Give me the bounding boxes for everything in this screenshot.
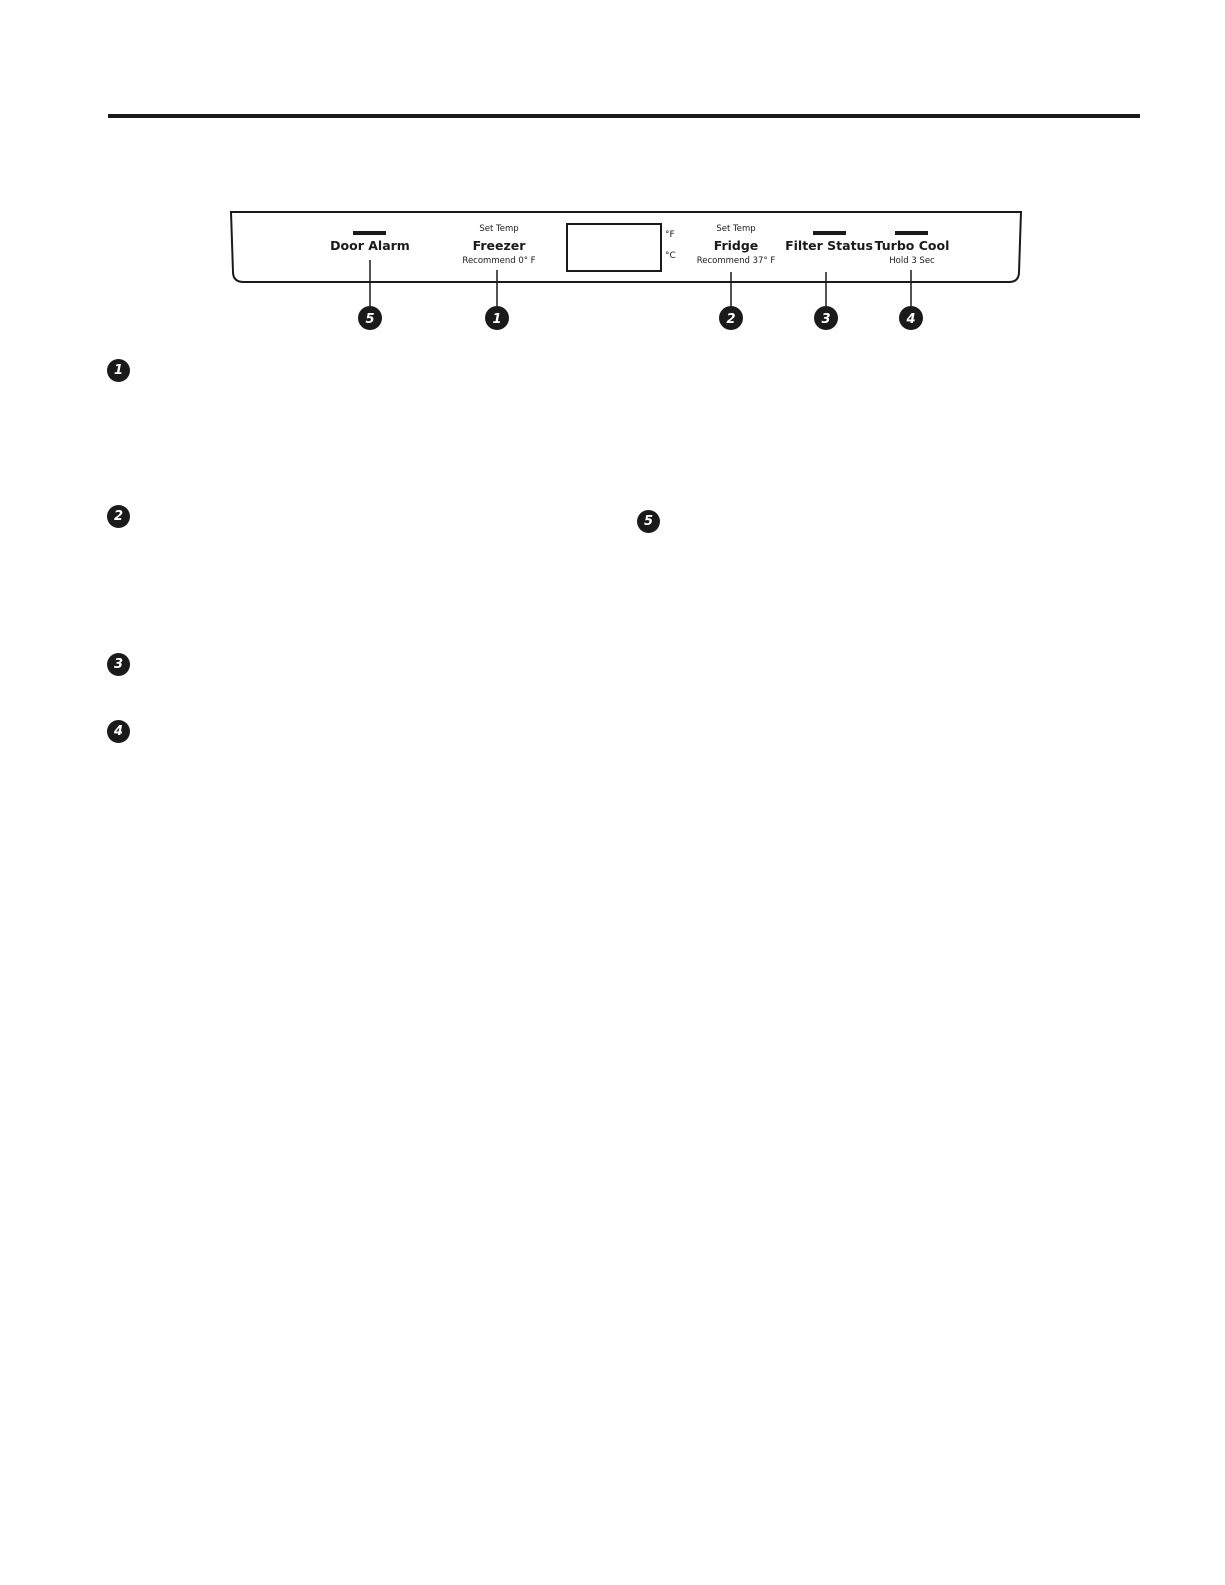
- freezer-set-temp-label: Set Temp: [479, 224, 519, 234]
- fridge-label: Fridge: [713, 238, 759, 253]
- svg-text:1: 1: [492, 312, 502, 327]
- section-badge-3: 3: [107, 653, 130, 676]
- celsius-label: °C: [665, 251, 676, 261]
- section-badge-4: 4: [107, 720, 130, 743]
- fridge-set-temp-label: Set Temp: [716, 224, 756, 234]
- callout-badge-fridge: [719, 306, 743, 330]
- section-badge-2: 2: [107, 505, 130, 528]
- freezer-label: Freezer: [472, 238, 526, 253]
- svg-text:5: 5: [365, 312, 375, 327]
- callout-badge-door-alarm: [358, 306, 382, 330]
- fridge-recommend-label: Recommend 37° F: [696, 256, 776, 266]
- control-panel-diagram: [0, 0, 1225, 345]
- turbo-cool-note: Hold 3 Sec: [889, 256, 935, 266]
- temperature-display: [567, 224, 661, 271]
- callout-badge-turbo-cool: [899, 306, 923, 330]
- svg-text:3: 3: [821, 312, 831, 327]
- turbo-cool-indicator: [895, 231, 928, 235]
- door-alarm-label: Door Alarm: [330, 238, 410, 253]
- svg-text:4: 4: [906, 312, 916, 327]
- svg-text:2: 2: [726, 312, 736, 327]
- callout-badge-freezer: [485, 306, 509, 330]
- filter-status-indicator: [813, 231, 846, 235]
- callout-badge-filter-status: [814, 306, 838, 330]
- section-badge-5: 5: [637, 510, 660, 533]
- turbo-cool-label: Turbo Cool: [874, 238, 950, 253]
- door-alarm-indicator: [353, 231, 386, 235]
- section-badge-1: 1: [107, 359, 130, 382]
- filter-status-label: Filter Status: [785, 238, 873, 253]
- fahrenheit-label: °F: [665, 230, 675, 240]
- freezer-recommend-label: Recommend 0° F: [462, 256, 536, 266]
